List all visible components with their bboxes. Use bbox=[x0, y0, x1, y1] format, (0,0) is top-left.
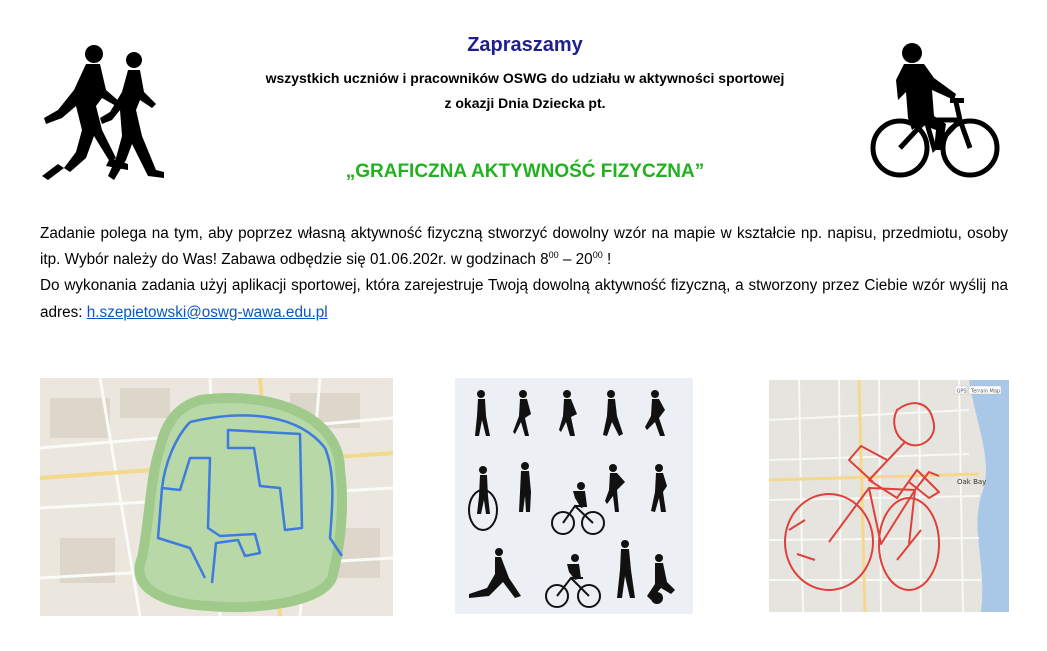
gps-label: GPS bbox=[956, 388, 967, 395]
time-end-superscript: 00 bbox=[592, 250, 603, 261]
invitation-line-1: wszystkich uczniów i pracowników OSWG do udziału w aktywności sportowej bbox=[265, 70, 785, 86]
place-label: Oak Bay bbox=[957, 478, 987, 486]
paragraph-end: ! bbox=[602, 251, 612, 269]
description bbox=[40, 221, 1008, 326]
page-title: Zapraszamy bbox=[467, 34, 583, 56]
description-text: Zadanie polega na tym, aby poprzez własną aktywność fizyczną stworzyć dowolny wzór na mapie w kształcie np. napisu, przedmiotu, osoby itp. Wybór należy do Was! Zabawa odbędzie się 01.06.202r. w godzinach 8 bbox=[40, 225, 1008, 269]
red-route-map-image bbox=[769, 380, 1009, 612]
runners-silhouette-image bbox=[36, 40, 168, 188]
map-type-label: Terrain Map bbox=[971, 388, 1001, 395]
instructions-text: Do wykonania zadania użyj aplikacji sportowej, która zarejestruje Twoją dowolną aktywność fizyczną, a stworzony przez Ciebie wzór wyślij na adres: bbox=[40, 277, 1008, 321]
cyclist-silhouette-image bbox=[868, 40, 1002, 182]
email-link[interactable]: h.szepietowski@oswg-wawa.edu.pl bbox=[86, 303, 328, 321]
description-paragraph-1 bbox=[40, 221, 1008, 273]
time-start-superscript: 00 bbox=[548, 250, 559, 261]
event-name: „GRAFICZNA AKTYWNOŚĆ FIZYCZNA” bbox=[345, 161, 705, 182]
blue-route-map-image bbox=[40, 378, 393, 616]
invitation-line-2: z okazji Dnia Dziecka pt. bbox=[444, 95, 606, 111]
time-dash: – 20 bbox=[558, 251, 593, 269]
fitness-silhouettes-image bbox=[455, 378, 693, 614]
description-paragraph-2 bbox=[40, 273, 1008, 325]
